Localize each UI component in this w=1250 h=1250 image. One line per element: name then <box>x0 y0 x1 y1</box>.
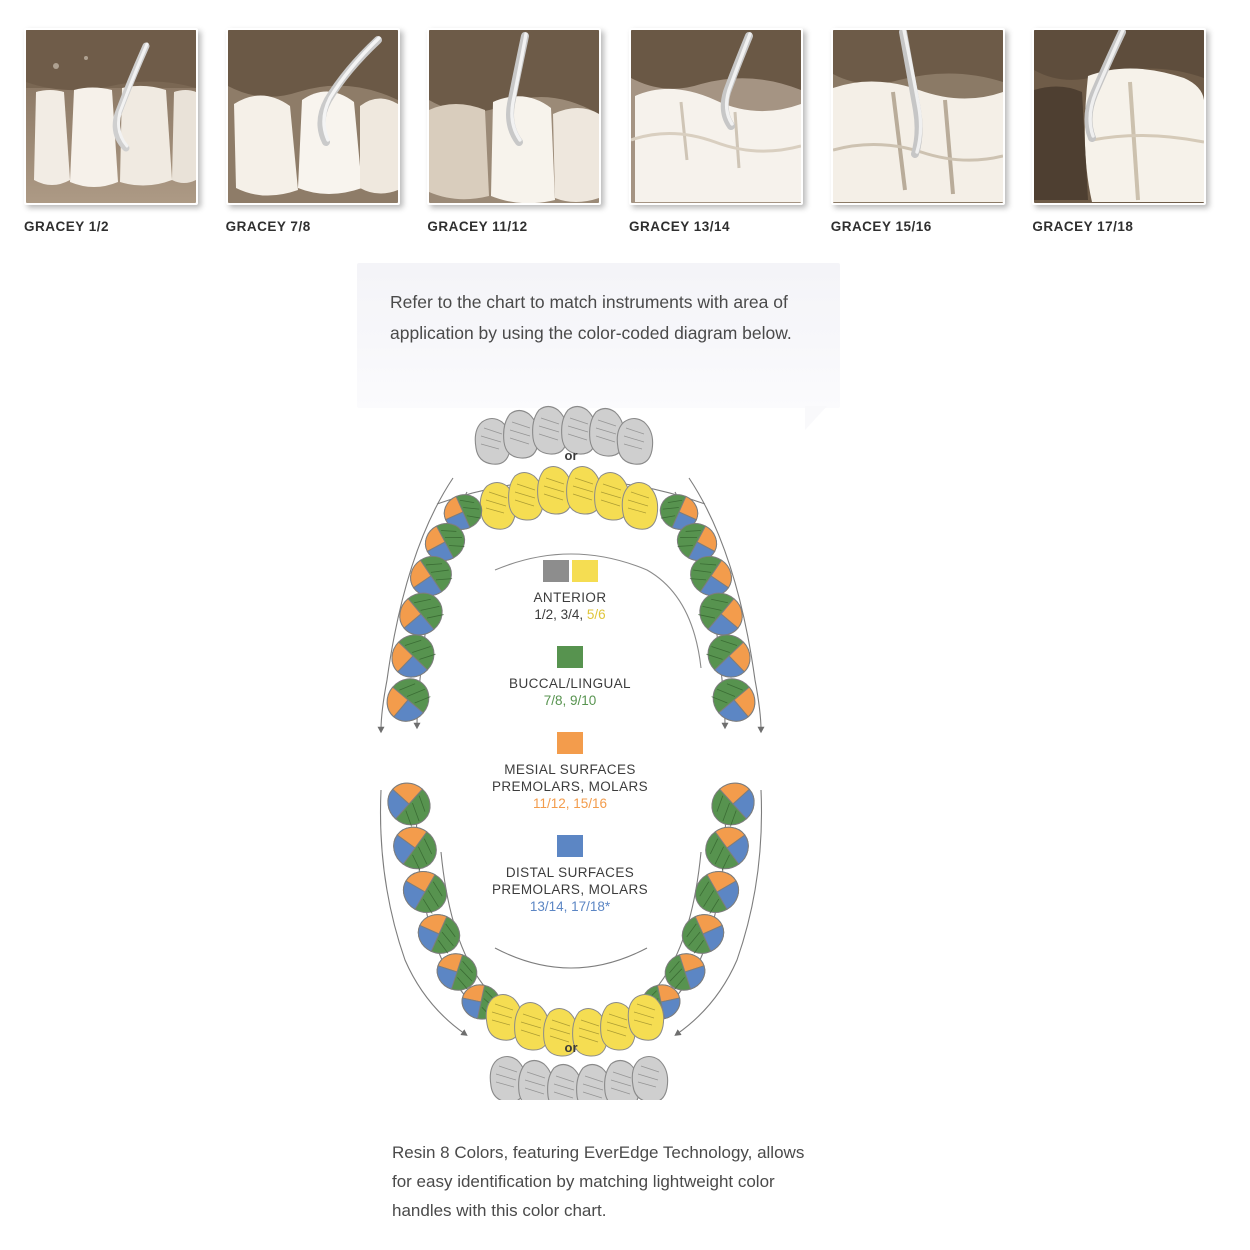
tooth-photo-illustration <box>429 30 599 203</box>
gracey-1-2-photo <box>24 28 198 205</box>
anterior-codes <box>455 606 685 624</box>
upper-anterior-teeth <box>480 467 657 530</box>
mesial-title-line1: MESIAL SURFACES <box>504 762 636 777</box>
distal-codes: 13/14, 17/18* <box>529 899 611 914</box>
anterior-title: ANTERIOR <box>533 590 607 605</box>
tooth-photo-illustration <box>631 30 801 203</box>
legend-item-mesial <box>455 732 685 813</box>
or-label-lower: or <box>564 1040 578 1055</box>
tooth-photo-illustration <box>1034 30 1204 203</box>
mesial-orange-swatch <box>557 732 583 754</box>
mesial-title-line2: PREMOLARS, MOLARS <box>491 779 649 794</box>
photo-card <box>831 28 1030 234</box>
photo-card <box>629 28 828 234</box>
photo-card <box>1032 28 1231 234</box>
anterior-grey-swatch <box>543 560 569 582</box>
legend-item-anterior <box>455 560 685 624</box>
photo-card <box>24 28 223 234</box>
legend-item-buccal-lingual <box>455 646 685 710</box>
buccal-lingual-green-swatch <box>557 646 583 668</box>
instruction-callout <box>357 263 840 408</box>
tooth-photo-illustration <box>228 30 398 203</box>
gracey-11-12-label: GRACEY 11/12 <box>427 219 528 234</box>
gracey-17-18-label: GRACEY 17/18 <box>1032 219 1134 234</box>
photo-card <box>427 28 626 234</box>
lower-grey-alternate-teeth <box>490 1057 667 1101</box>
gracey-11-12-photo <box>427 28 601 205</box>
distal-title-line1: DISTAL SURFACES <box>505 865 635 880</box>
color-legend <box>455 560 685 930</box>
gracey-15-16-label: GRACEY 15/16 <box>830 219 932 234</box>
mesial-codes: 11/12, 15/16 <box>532 796 608 811</box>
distal-blue-swatch <box>557 835 583 857</box>
gracey-1-2-label: GRACEY 1/2 <box>24 219 110 234</box>
gracey-13-14-label: GRACEY 13/14 <box>629 219 731 234</box>
distal-title-line2: PREMOLARS, MOLARS <box>491 882 649 897</box>
instruction-text: Refer to the chart to match instruments with area of application by using the color-coded diagram below. <box>390 292 792 343</box>
instrument-photo-strip <box>24 28 1234 234</box>
or-label-upper: or <box>564 448 578 463</box>
buccal-lingual-codes: 7/8, 9/10 <box>543 693 597 708</box>
gracey-13-14-photo <box>629 28 803 205</box>
legend-item-distal <box>455 835 685 916</box>
tooth-photo-illustration <box>833 30 1003 203</box>
anterior-yellow-swatch <box>572 560 598 582</box>
gracey-7-8-label: GRACEY 7/8 <box>225 219 311 234</box>
tooth-photo-illustration <box>26 30 196 203</box>
gracey-7-8-photo <box>226 28 400 205</box>
gracey-15-16-photo <box>831 28 1005 205</box>
footer-note: Resin 8 Colors, featuring EverEdge Technology, allows for easy identification by matching lightweight color handles with this color chart. <box>392 1143 805 1220</box>
gracey-17-18-photo <box>1032 28 1206 205</box>
anterior-codes-colored: 5/6 <box>586 607 606 622</box>
anterior-codes-plain: 1/2, 3/4, <box>534 607 587 622</box>
photo-card <box>226 28 425 234</box>
buccal-lingual-title: BUCCAL/LINGUAL <box>509 676 631 691</box>
